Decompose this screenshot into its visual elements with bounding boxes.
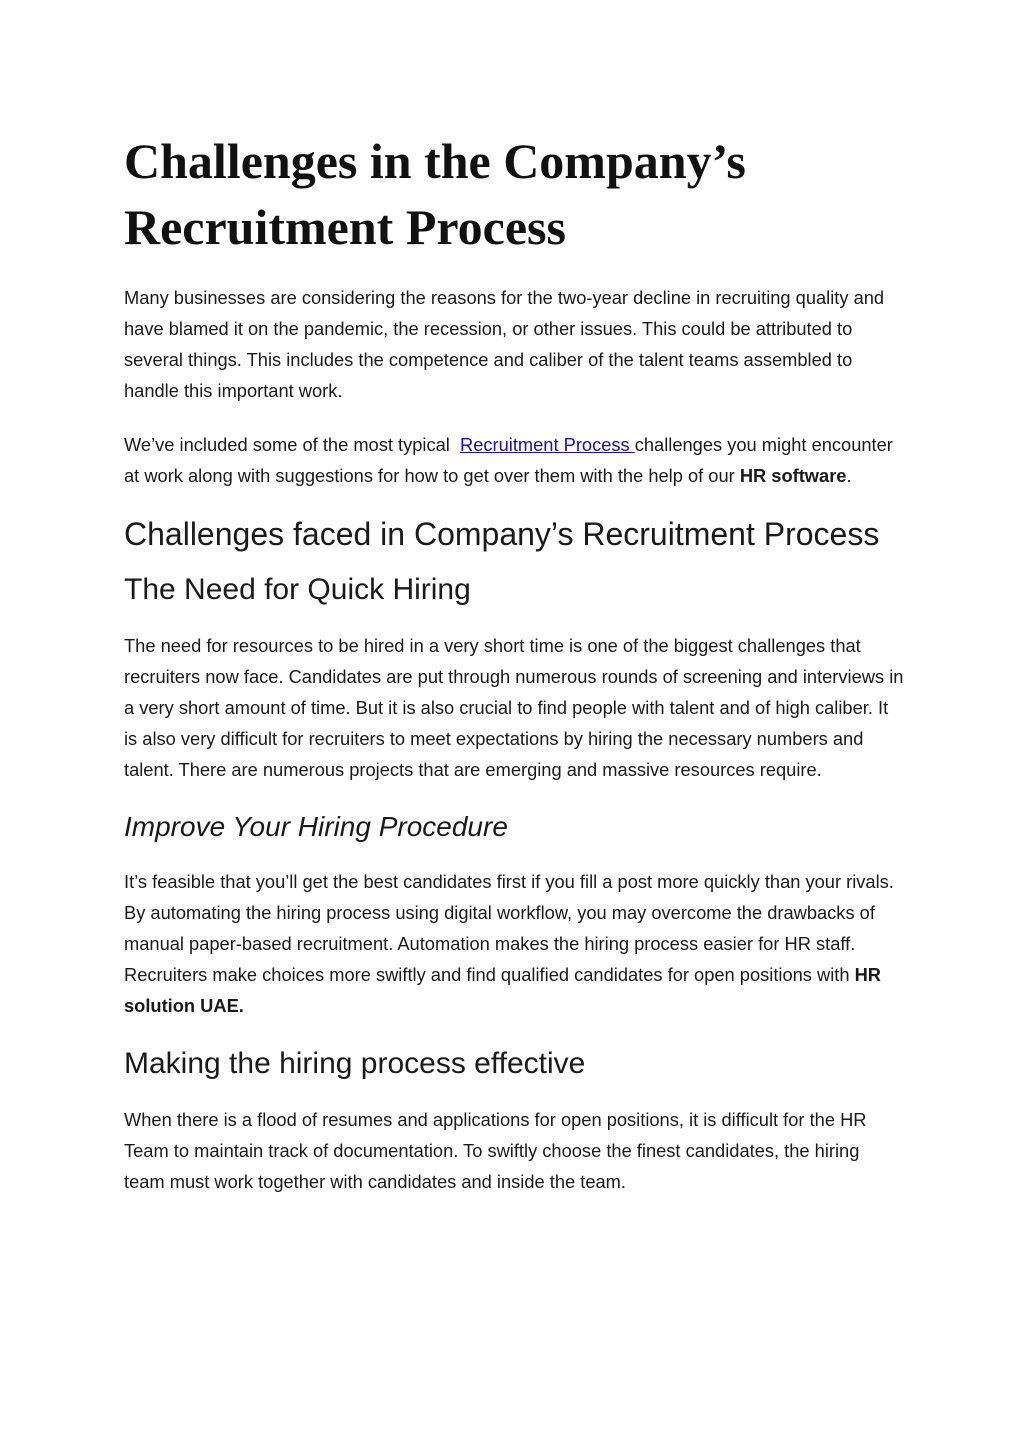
improve-text: It’s feasible that you’ll get the best candidates first if you fill a post more quickly than your rivals. By automating the hiring process using digital workflow, you may overcome the drawbacks of manual paper-based recruitment. Automation makes the hiring process easier for HR staff. Recruiters make choices more swiftly and find qualified candidates for open positions with	[124, 871, 894, 985]
hr-solution-bold: HR solution UAE.	[124, 964, 882, 1016]
effective-hiring-paragraph: When there is a flood of resumes and applications for open positions, it is difficult for the HR Team to maintain track of documentation. To swiftly choose the finest candidates, the hiring team must work together with candidates and inside the team.	[124, 1109, 867, 1192]
quick-hiring-paragraph: The need for resources to be hired in a very short time is one of the biggest challenges that recruiters now face. Candidates are put through numerous rounds of screening and interviews in a very short amount of time. But it is also crucial to find people with talent and of high caliber. It is also very difficult for recruiters to meet expectations by hiring the necessary numbers and talent. There are numerous projects that are emerging and massive resources require.	[124, 635, 904, 780]
effective-hiring-heading: Making the hiring process effective	[124, 1047, 586, 1080]
title-line-2: Recruitment Process	[124, 199, 566, 255]
challenges-heading: Challenges faced in Company’s Recruitment Process	[124, 516, 880, 552]
document-page	[124, 128, 904, 1220]
improve-hiring-paragraph	[124, 866, 904, 1021]
improve-hiring-heading: Improve Your Hiring Procedure	[124, 811, 508, 842]
paragraph-text-middle: challenges you might encounter at work along with suggestions for how to get over them with the help of our	[124, 434, 893, 486]
quick-hiring-heading: The Need for Quick Hiring	[124, 573, 471, 606]
page-title	[124, 128, 904, 260]
intro-paragraph: Many businesses are considering the reasons for the two-year decline in recruiting quality and have blamed it on the pandemic, the recession, or other issues. This could be attributed to several things. This includes the competence and caliber of the talent teams assembled to handle this important work.	[124, 287, 885, 401]
typical-challenges-paragraph	[124, 429, 904, 491]
paragraph-text-end: .	[846, 465, 852, 486]
title-line-1: Challenges in the Company’s	[124, 133, 746, 189]
recruitment-process-link[interactable]: Recruitment Process	[460, 434, 635, 455]
hr-software-bold: HR software	[739, 465, 847, 486]
paragraph-text-start: We’ve included some of the most typical	[124, 434, 460, 455]
